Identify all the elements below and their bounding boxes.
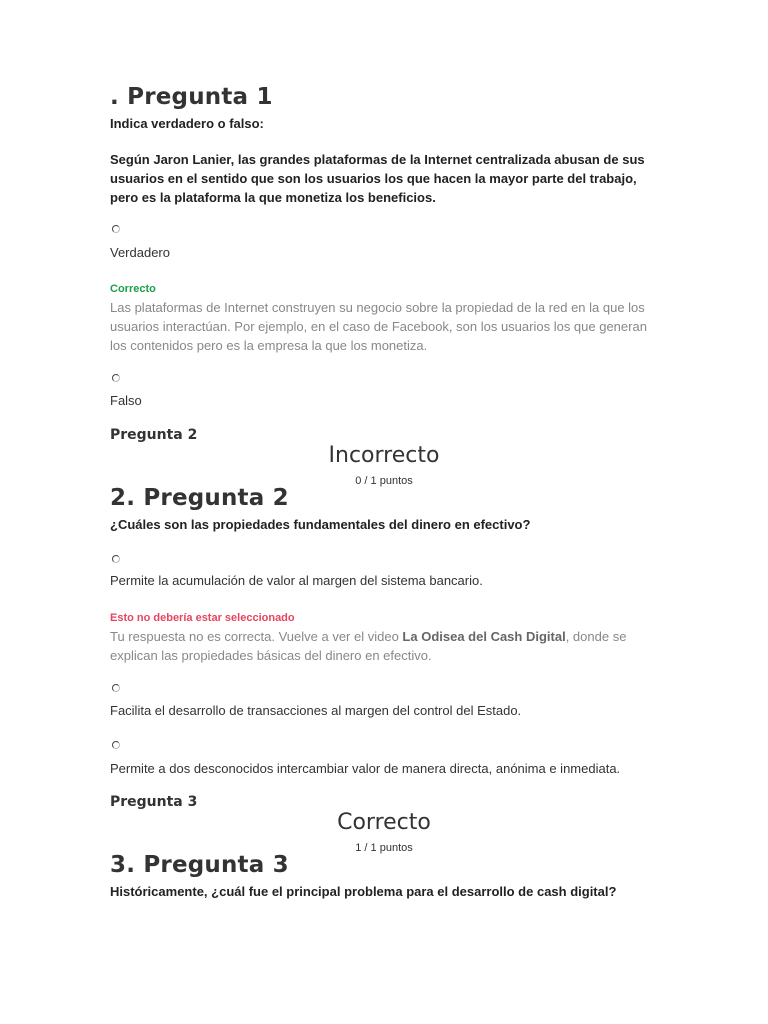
option-1-label[interactable]: Permite la acumulación de valor al margen del sistema bancario. [110, 573, 483, 588]
question-2-text: ¿Cuáles son las propiedades fundamentales del dinero en efectivo? [110, 517, 531, 532]
question-2-label: Pregunta 2 [110, 427, 198, 443]
option-falso-label[interactable]: Falso [110, 393, 142, 408]
question-2-heading: 2. Pregunta 2 [110, 485, 289, 511]
question-3-label: Pregunta 3 [110, 794, 198, 810]
question-3-text: Históricamente, ¿cuál fue el principal problema para el desarrollo de cash digital? [110, 884, 617, 899]
question-1-statement: Según Jaron Lanier, las grandes plataformas de la Internet centralizada abusan de sus usuarios en el sentido que son los usuarios los que hacen la mayor parte del trabajo, pero es la plataforma la que monetiza los beneficios. [110, 152, 645, 205]
question-3-result: Correcto [337, 810, 431, 835]
feedback-explanation: Las plataformas de Internet construyen su negocio sobre la propiedad de la red en la que los usuarios interactúan. Por ejemplo, en el caso de Facebook, son los usuarios los que generan los contenidos pero es la empresa la que los monetiza. [110, 300, 647, 353]
feedback-incorrect-label: Esto no debería estar seleccionado [110, 612, 295, 624]
question-1-instruction: Indica verdadero o falso: [110, 116, 264, 131]
radio-option-1[interactable] [112, 555, 120, 563]
option-verdadero-label[interactable]: Verdadero [110, 245, 170, 260]
radio-option-3[interactable] [112, 741, 120, 749]
question-2-points: 0 / 1 puntos [355, 475, 413, 487]
feedback-post-text: , donde se explican las propiedades básicas del dinero en efectivo. [110, 629, 627, 663]
question-2-result: Incorrecto [328, 443, 440, 468]
video-link[interactable]: La Odisea del Cash Digital [402, 629, 566, 644]
radio-falso[interactable] [112, 374, 120, 382]
question-3-points: 1 / 1 puntos [355, 842, 413, 854]
radio-option-2[interactable] [112, 684, 120, 692]
option-3-label[interactable]: Permite a dos desconocidos intercambiar valor de manera directa, anónima e inmediata. [110, 761, 621, 776]
option-2-label[interactable]: Facilita el desarrollo de transacciones al margen del control del Estado. [110, 703, 522, 718]
radio-verdadero[interactable] [112, 225, 120, 233]
feedback-correct-label: Correcto [110, 283, 156, 295]
question-3-heading: 3. Pregunta 3 [110, 852, 289, 878]
feedback-explanation-2 [110, 627, 660, 665]
question-1-heading: . Pregunta 1 [110, 84, 273, 110]
feedback-pre-text: Tu respuesta no es correcta. Vuelve a ver el video [110, 629, 403, 644]
